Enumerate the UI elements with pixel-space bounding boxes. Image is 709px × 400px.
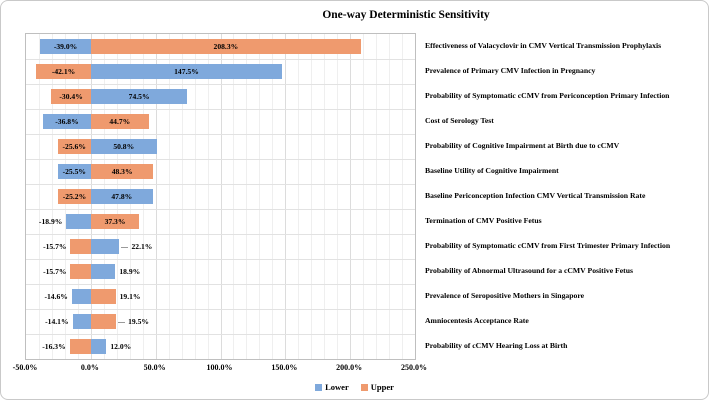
- legend-swatch-lower: [315, 384, 322, 391]
- bar-value-label: 22.1%: [131, 242, 153, 251]
- tornado-bar-lower: [91, 239, 120, 254]
- row-separator: [26, 184, 415, 185]
- bar-value-label: -30.4%: [59, 92, 83, 101]
- category-label: Amniocentesis Acceptance Rate: [425, 316, 529, 325]
- gridline-major: [350, 34, 351, 359]
- bar-value-label: 47.8%: [111, 192, 133, 201]
- gridline-minor: [363, 34, 364, 359]
- category-label: Probability of Abnormal Ultrasound for a cCMV Positive Fetus: [425, 266, 633, 275]
- gridline-minor: [195, 34, 196, 359]
- gridline-minor: [324, 34, 325, 359]
- row-separator: [26, 209, 415, 210]
- bar-value-label: -18.9%: [38, 217, 63, 226]
- bar-value-label: -25.6%: [62, 142, 86, 151]
- x-axis-tick-label: 100.0%: [206, 363, 233, 372]
- tornado-bar-lower: [72, 289, 91, 304]
- x-axis-tick-label: 150.0%: [271, 363, 298, 372]
- bar-value-label: 74.5%: [128, 92, 150, 101]
- bar-value-label: -14.6%: [44, 292, 68, 301]
- gridline-major: [285, 34, 286, 359]
- legend-label: Lower: [325, 382, 349, 392]
- gridline-minor: [389, 34, 390, 359]
- leader-line: [121, 247, 128, 248]
- legend-swatch-upper: [361, 384, 368, 391]
- gridline-minor: [259, 34, 260, 359]
- x-axis-tick-label: 250.0%: [401, 363, 427, 372]
- tornado-bar-lower: [66, 214, 91, 229]
- category-label: Cost of Serology Test: [425, 116, 494, 125]
- row-separator: [26, 334, 415, 335]
- bar-value-label: -15.7%: [43, 242, 67, 251]
- gridline-minor: [376, 34, 377, 359]
- gridline-minor: [298, 34, 299, 359]
- category-label: Prevalence of Primary CMV Infection in Pregnancy: [425, 66, 596, 75]
- row-separator: [26, 59, 415, 60]
- gridline-minor: [402, 34, 403, 359]
- gridline-minor: [182, 34, 183, 359]
- row-separator: [26, 84, 415, 85]
- gridline-minor: [272, 34, 273, 359]
- row-separator: [26, 134, 415, 135]
- row-separator: [26, 309, 415, 310]
- bar-value-label: -39.0%: [53, 42, 78, 51]
- gridline-minor: [169, 34, 170, 359]
- category-label: Termination of CMV Positive Fetus: [425, 216, 542, 225]
- gridline-minor: [208, 34, 209, 359]
- row-separator: [26, 284, 415, 285]
- tornado-bar-lower: [73, 314, 91, 329]
- legend-item-lower: [315, 382, 349, 392]
- category-label: Baseline Utility of Cognitive Impairment: [425, 166, 559, 175]
- bar-value-label: 12.0%: [110, 342, 132, 351]
- row-separator: [26, 234, 415, 235]
- chart-title: One-way Deterministic Sensitivity: [322, 9, 490, 21]
- leader-line: [118, 322, 125, 323]
- bar-value-label: 48.3%: [111, 167, 133, 176]
- tornado-bar-lower: [91, 264, 116, 279]
- tornado-bar-upper: [70, 239, 90, 254]
- bar-value-label: 50.8%: [113, 142, 135, 151]
- bar-value-label: 18.9%: [119, 267, 141, 276]
- bar-value-label: 147.5%: [174, 67, 199, 76]
- row-separator: [26, 159, 415, 160]
- tornado-bar-upper: [91, 289, 116, 304]
- plot-area: [25, 33, 416, 360]
- x-axis-tick-label: 0.0%: [80, 363, 99, 372]
- bar-value-label: 37.3%: [104, 217, 126, 226]
- legend: [1, 382, 708, 392]
- tornado-bar-upper: [70, 339, 91, 354]
- category-label: Prevalence of Seropositive Mothers in Singapore: [425, 291, 585, 300]
- x-axis-tick-label: -50.0%: [12, 363, 38, 372]
- bar-value-label: -36.8%: [55, 117, 79, 126]
- legend-label: Upper: [370, 382, 394, 392]
- legend-item-upper: [361, 382, 394, 392]
- x-axis-tick-label: 200.0%: [336, 363, 363, 372]
- gridline-major: [156, 34, 157, 359]
- bar-value-label: -14.1%: [45, 317, 69, 326]
- tornado-bar-upper: [91, 314, 116, 329]
- bar-value-label: -16.3%: [42, 342, 66, 351]
- bar-value-label: -25.5%: [62, 167, 86, 176]
- category-label: Probability of Symptomatic cCMV from Periconception Primary Infection: [425, 91, 670, 100]
- category-label: Probability of Cognitive Impairment at Birth due to cCMV: [425, 141, 620, 150]
- bar-value-label: 208.3%: [213, 42, 239, 51]
- tornado-bar-lower: [91, 339, 107, 354]
- bar-value-label: 19.1%: [119, 292, 141, 301]
- gridline-minor: [337, 34, 338, 359]
- gridline-minor: [311, 34, 312, 359]
- bar-value-label: 19.5%: [128, 317, 149, 326]
- gridline-minor: [233, 34, 234, 359]
- gridline-minor: [246, 34, 247, 359]
- x-axis-tick-label: 50.0%: [143, 363, 166, 372]
- bar-value-label: -15.7%: [43, 267, 67, 276]
- gridline-minor: [39, 34, 40, 359]
- row-separator: [26, 109, 415, 110]
- bar-value-label: -25.2%: [62, 192, 87, 201]
- bar-value-label: -42.1%: [51, 67, 76, 76]
- category-label: Baseline Periconception Infection CMV Vertical Transmission Rate: [425, 191, 646, 200]
- row-separator: [26, 259, 415, 260]
- tornado-bar-upper: [70, 264, 90, 279]
- category-label: Probability of cCMV Hearing Loss at Birth: [425, 341, 568, 350]
- gridline-minor: [52, 34, 53, 359]
- category-label: Effectiveness of Valacyclovir in CMV Vertical Transmission Prophylaxis: [425, 41, 662, 50]
- category-label: Probability of Symptomatic cCMV from First Trimester Primary Infection: [425, 241, 671, 250]
- bar-value-label: 44.7%: [109, 117, 131, 126]
- gridline-major: [221, 34, 222, 359]
